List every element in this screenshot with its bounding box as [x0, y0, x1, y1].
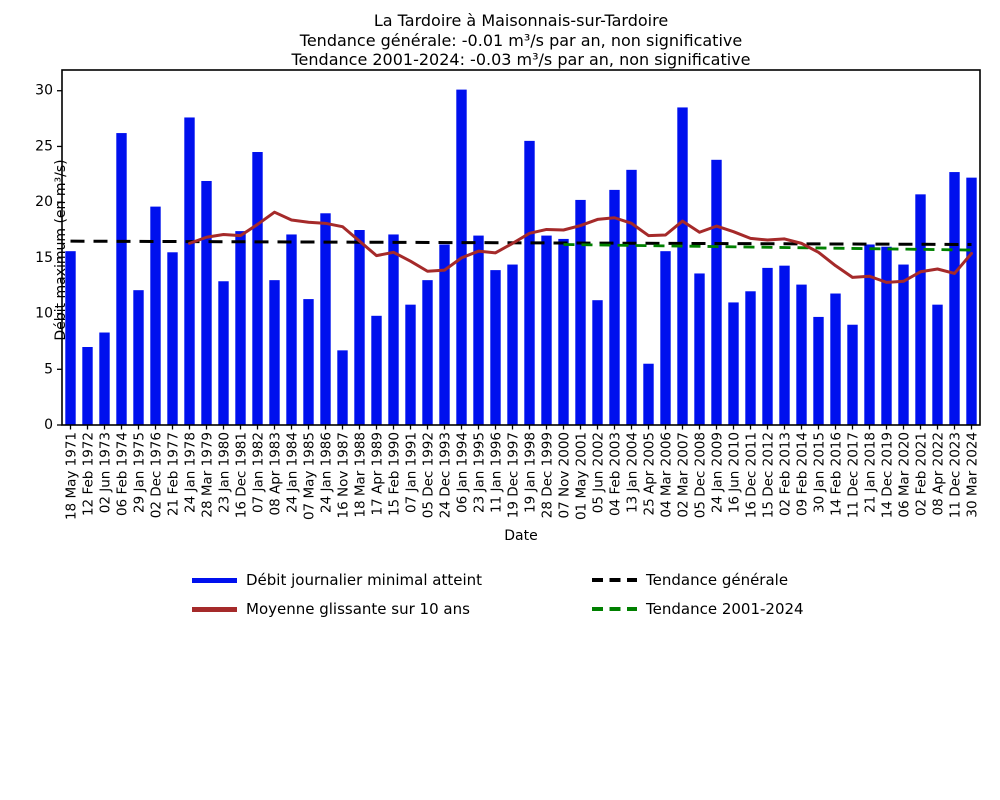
x-tick-label: 23 Jan 1995 [471, 432, 488, 513]
bar-50 [898, 265, 908, 425]
x-tick-label: 29 Jan 1975 [131, 432, 148, 513]
x-tick-label: 09 Feb 2014 [794, 432, 811, 517]
y-tick-label: 25 [35, 138, 53, 155]
bar-39 [711, 160, 721, 425]
bar-2 [82, 347, 92, 425]
chart-title-line3: Tendance 2001-2024: -0.03 m³/s par an, non significative [291, 50, 751, 69]
x-tick-label: 08 Apr 2022 [930, 432, 947, 516]
bar-32 [592, 300, 602, 425]
bar-30 [558, 239, 568, 425]
bar-3 [99, 333, 109, 425]
bar-7 [167, 252, 177, 425]
x-tick-label: 04 Feb 2003 [607, 432, 624, 517]
bar-4 [116, 133, 126, 425]
x-tick-label: 16 Dec 2011 [743, 432, 760, 519]
x-tick-label: 05 Dec 1992 [420, 432, 437, 519]
legend-label: Tendance générale [646, 571, 789, 589]
y-tick-label: 15 [35, 249, 53, 266]
chart-title-line1: La Tardoire à Maisonnais-sur-Tardoire [373, 11, 669, 30]
y-tick-label: 0 [44, 417, 53, 433]
legend-item-tendance-generale [592, 569, 788, 591]
legend-label: Moyenne glissante sur 10 ans [246, 600, 470, 618]
bar-54 [966, 178, 976, 425]
bar-37 [677, 107, 687, 425]
x-tick-label: 16 Nov 1987 [335, 432, 352, 519]
bar-47 [847, 325, 857, 425]
bar-11 [235, 231, 245, 425]
x-tick-label: 24 Jan 2009 [709, 432, 726, 513]
bar-48 [864, 244, 874, 425]
bar-52 [932, 305, 942, 425]
x-tick-label: 21 Feb 1977 [165, 432, 182, 517]
bar-53 [949, 172, 959, 425]
x-tick-label: 02 Feb 2021 [913, 432, 930, 517]
legend-item-moyenne-glissante [192, 598, 470, 620]
y-tick-label: 20 [35, 194, 53, 211]
bar-8 [184, 117, 194, 425]
legend-swatch-blue-line [192, 578, 237, 583]
bar-18 [354, 230, 364, 425]
x-tick-label: 02 Jun 1973 [97, 432, 114, 514]
legend-item-tendance-2001-2024 [592, 598, 804, 620]
x-tick-label: 24 Jan 1984 [284, 432, 301, 513]
legend-label: Débit journalier minimal atteint [246, 571, 483, 589]
x-tick-label: 25 Apr 2005 [641, 432, 658, 516]
x-tick-label: 13 Jan 2004 [624, 432, 641, 513]
y-axis-label: Débit maximum (en m³/s) [53, 159, 69, 341]
x-tick-label: 19 Jan 1998 [522, 432, 539, 513]
bar-40 [728, 302, 738, 425]
x-tick-label: 08 Apr 1983 [267, 432, 284, 516]
bar-6 [150, 207, 160, 425]
legend-label: Tendance 2001-2024 [646, 600, 804, 618]
x-tick-label: 07 May 1985 [301, 432, 318, 521]
bar-27 [507, 265, 517, 425]
bar-17 [337, 350, 347, 425]
bar-10 [218, 281, 228, 425]
x-tick-label: 01 May 2001 [573, 432, 590, 521]
bar-19 [371, 316, 381, 425]
bar-12 [252, 152, 262, 425]
bar-36 [660, 251, 670, 425]
x-tick-label: 12 Feb 1972 [80, 432, 97, 517]
y-tick-label: 10 [35, 305, 53, 322]
bar-51 [915, 194, 925, 425]
bar-15 [303, 299, 313, 425]
legend-item-debit [192, 569, 482, 591]
x-axis-label: Date [504, 528, 538, 544]
legend-swatch-red-line [192, 607, 237, 612]
bar-46 [830, 294, 840, 425]
bar-49 [881, 247, 891, 425]
bar-33 [609, 190, 619, 425]
x-tick-label: 02 Mar 2007 [675, 432, 692, 518]
y-tick-label: 5 [44, 361, 53, 378]
x-tick-label: 11 Jan 1996 [488, 432, 505, 513]
bar-41 [745, 291, 755, 425]
x-tick-label: 06 Feb 1974 [114, 432, 131, 517]
x-tick-label: 28 Dec 1999 [539, 432, 556, 519]
bar-28 [524, 141, 534, 425]
x-tick-label: 07 Nov 2000 [556, 432, 573, 519]
bar-22 [422, 280, 432, 425]
x-tick-label: 24 Jan 1986 [318, 432, 335, 513]
x-tick-label: 05 Dec 2008 [692, 432, 709, 519]
x-tick-label: 15 Dec 2012 [760, 432, 777, 519]
bar-21 [405, 305, 415, 425]
x-tick-label: 30 Jan 2015 [811, 432, 828, 513]
x-tick-label: 24 Dec 1993 [437, 432, 454, 519]
x-tick-label: 02 Dec 1976 [148, 432, 165, 519]
x-tick-label: 07 Jan 1982 [250, 432, 267, 513]
x-tick-label: 06 Mar 2020 [896, 432, 913, 518]
x-tick-label: 02 Feb 2013 [777, 432, 794, 517]
x-tick-label: 06 Jan 1994 [454, 432, 471, 513]
x-tick-label: 11 Dec 2017 [845, 432, 862, 519]
x-tick-label: 07 Jan 1991 [403, 432, 420, 513]
bar-43 [779, 266, 789, 425]
bar-31 [575, 200, 585, 425]
x-tick-label: 16 Dec 1981 [233, 432, 250, 519]
bar-34 [626, 170, 636, 425]
x-tick-label: 14 Dec 2019 [879, 432, 896, 519]
x-tick-label: 15 Feb 1990 [386, 432, 403, 517]
bar-20 [388, 234, 398, 425]
bar-45 [813, 317, 823, 425]
bar-9 [201, 181, 211, 425]
x-tick-label: 30 Mar 2024 [964, 432, 981, 518]
x-tick-label: 23 Jan 1980 [216, 432, 233, 513]
x-tick-label: 21 Jan 2018 [862, 432, 879, 513]
x-tick-label: 24 Jan 1978 [182, 432, 199, 513]
x-tick-label: 14 Feb 2016 [828, 432, 845, 517]
x-tick-label: 17 Apr 1989 [369, 432, 386, 516]
x-tick-label: 04 Mar 2006 [658, 432, 675, 518]
bar-35 [643, 364, 653, 425]
bar-13 [269, 280, 279, 425]
x-tick-label: 19 Dec 1997 [505, 432, 522, 519]
y-tick-label: 30 [35, 82, 53, 99]
x-tick-label: 11 Dec 2023 [947, 432, 964, 519]
chart-title-line2: Tendance générale: -0.01 m³/s par an, non significative [299, 30, 743, 50]
x-tick-label: 18 Mar 1988 [352, 432, 369, 518]
bar-14 [286, 234, 296, 425]
x-tick-label: 28 Mar 1979 [199, 432, 216, 518]
bar-26 [490, 270, 500, 425]
bar-16 [320, 213, 330, 425]
x-tick-label: 05 Jun 2002 [590, 432, 607, 514]
bar-29 [541, 236, 551, 425]
legend-swatch-black-dashed-line [592, 578, 637, 582]
bar-44 [796, 285, 806, 425]
x-tick-label: 18 May 1971 [63, 432, 80, 521]
x-tick-label: 16 Jun 2010 [726, 432, 743, 514]
legend-swatch-green-dashed-line [592, 607, 637, 611]
bar-5 [133, 290, 143, 425]
bar-42 [762, 268, 772, 425]
bar-25 [473, 236, 483, 425]
bar-38 [694, 273, 704, 425]
